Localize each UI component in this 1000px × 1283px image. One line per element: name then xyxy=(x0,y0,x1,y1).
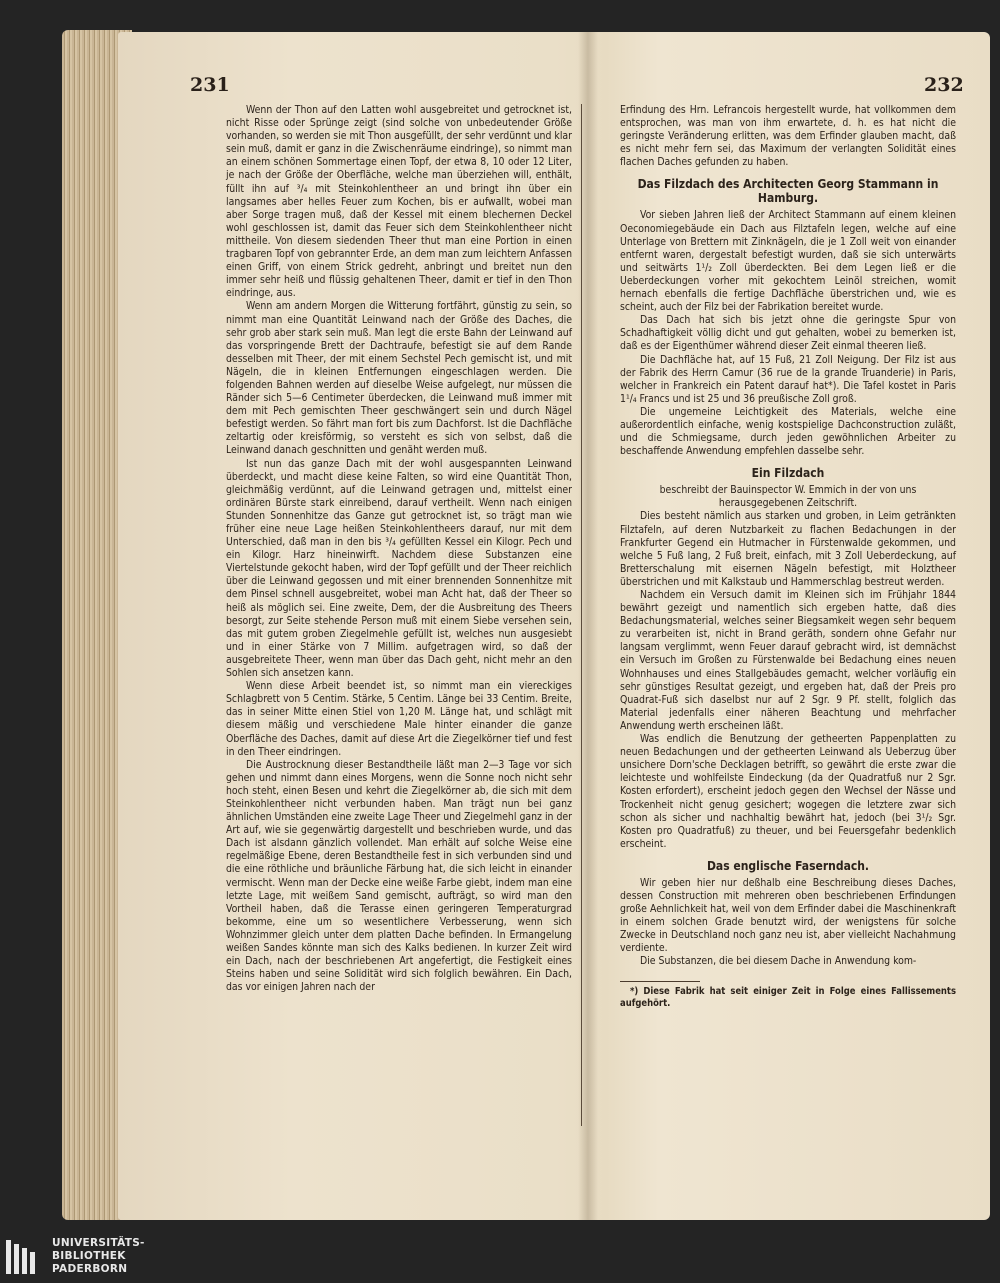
paragraph: Das Dach hat sich bis jetzt ohne die geringste Spur von Schadhaftigkeit völlig dicht und gut gehalten, wobei zu bemerken ist, daß es der Eigenthümer während dieser Zeit einmal theeren ließ. xyxy=(620,314,956,353)
paragraph: Wir geben hier nur deßhalb eine Beschreibung dieses Daches, dessen Construction mit mehreren oben beschriebenen Erfindungen große Aehnlichkeit hat, weil von dem Erfinder dabei die Maschinenkraft in einem solchen Grade benutzt wird, der wenigstens für solche Zwecke in Deutschland noch ganz neu ist, aber vielleicht Nachahmung verdiente. xyxy=(620,876,956,955)
logo-line: PADERBORN xyxy=(52,1263,128,1275)
paragraph: Erfindung des Hrn. Lefrancois hergestellt wurde, hat vollkommen dem entsprochen, was man von ihm erwartete, d. h. es hat nicht die geringste Veränderung erlitten, was dem Erfinder glauben macht, daß es nicht mehr fern sei, das Maximum der verlangten Solidität eines flachen Daches gefunden zu haben. xyxy=(620,104,956,169)
paragraph: Vor sieben Jahren ließ der Architect Stammann auf einem kleinen Oeconomiegebäude ein Dach aus Filztafeln legen, welche auf eine Unterlage von Brettern mit Zinknägeln, die je 1 Zoll weit von einander entfernt waren, dergestalt befestigt wurden, daß sie sich unterwärts und seitwärts 1¹/₂ Zoll überdeckten. Bei dem Legen ließ er die Ueberdeckungen vorher mit gekochtem Leinöl streichen, womit hernach ebenfalls die fertige Dachfläche überstrichen und, wie es scheint, auch der Filz bei der Fabrikation bereitet wurde. xyxy=(620,209,956,314)
library-logo xyxy=(4,1234,224,1280)
footnote-rule xyxy=(620,981,700,982)
paragraph: Wenn am andern Morgen die Witterung fortfährt, günstig zu sein, so nimmt man eine Quantität Leinwand nach der Größe des Daches, die sehr grob aber stark sein muß. Man legt die erste Bahn der Leinwand auf das vorspringende Brett der Dachtraufe, befestigt sie auf dem Rande desselben mit Theer, der mit einem Sechstel Pech gemischt ist, und mit Nägeln, die in kleinen Entfernungen eingeschlagen werden. Die folgenden Bahnen werden auf dieselbe Weise aufgelegt, nur müssen die Ränder sich 5—6 Centimeter überdecken, die Leinwand muß immer mit dem mit Pech gemischten Theer geschwängert sein und durch Nägel befestigt werden. So fährt man fort bis zum Dachforst. Ist die Dachfläche zeltartig oder kreisförmig, so versteht es sich von selbst, daß die Leinwand danach geschnitten und genäht werden muß. xyxy=(226,300,572,457)
paragraph: Was endlich die Benutzung der getheerten Pappenplatten zu neuen Bedachungen und der getheerten Leinwand als Ueberzug über unsichere Dorn'sche Decklagen betrifft, so gewährt die erste zwar die leichteste und wohlfeilste Eindeckung (da der Quadratfuß nur 2 Sgr. Kosten erfordert), erscheint jedoch gegen den Wechsel der Nässe und Trockenheit nicht genug gesichert; wogegen die letztere zwar sich schon als sicher und nachhaltig bewährt hat, jedoch (bei 3¹/₂ Sgr. Kosten pro Quadratfuß) zu theuer, und bei Feuersgefahr bedenklich erscheint. xyxy=(620,733,956,850)
logo-line: BIBLIOTHEK xyxy=(52,1250,126,1262)
library-logo-text xyxy=(52,1237,145,1276)
footnote: *) Diese Fabrik hat seit einiger Zeit in Folge eines Fallissements aufgehört. xyxy=(620,985,956,1009)
paragraph: Dies besteht nämlich aus starken und groben, in Leim getränkten Filztafeln, auf deren Nutzbarkeit zu flachen Bedachungen in der Frankfurter Gegend ein Hutmacher in Fürstenwalde gekommen, und welche 5 Fuß lang, 2 Fuß breit, einfach, mit 3 Zoll Ueberdeckung, auf Bretterschalung mit eisernen Nägeln befestigt, mit Holztheer überstrichen und mit Kalkstaub und Hammerschlag bestreut werden. xyxy=(620,510,956,588)
paragraph: Die ungemeine Leichtigkeit des Materials, welche eine außerordentlich einfache, wenig kostspielige Dachconstruction zuläßt, und die Schmiegsame, durch jeden gewöhnlichen Arbeiter zu beschaffende Anwendung empfehlen dasselbe sehr. xyxy=(620,405,956,458)
logo-line: UNIVERSITÄTS- xyxy=(52,1237,145,1249)
paragraph: Wenn diese Arbeit beendet ist, so nimmt man ein viereckiges Schlagbrett von 5 Centim. Stärke, 5 Centim. Länge bei 33 Centim. Breite, das in seiner Mitte einen Stiel von 1,20 M. Länge hat, und schlägt mit diesem mäßig und verschiedene Male hinter einander die ganze Oberfläche des Daches, damit auf diese Art die Ziegelkörner tief und fest in den Theer eindringen. xyxy=(226,680,572,758)
left-column xyxy=(226,104,572,994)
paragraph: Ist nun das ganze Dach mit der wohl ausgespannten Leinwand überdeckt, und macht diese keine Falten, so wird eine Quantität Thon, gleichmäßig verdünnt, auf die Leinwand getragen und, mittelst einer ordinären Bürste stark einreibend, darauf vertheilt. Wenn nach einigen Stunden Sonnenhitze das Ganze gut getrocknet ist, so trägt man wie früher eine neue Lage heißen Steinkohlentheers darauf, nur mit dem Unterschied, daß man in den bis ³/₄ gefüllten Kessel ein Kilogr. Pech und ein Kilogr. Harz hineinwirft. Nachdem diese Substanzen eine Viertelstunde gekocht haben, wird der Topf gefüllt und der Theer reichlich über die Leinwand gegossen und mit einer brennenden Sonnenhitze mit dem Pinsel schnell ausgebreitet, wobei man Acht hat, daß der Theer so heiß als möglich sei. Eine zweite, Dem, der die Ausbreitung des Theers besorgt, zur Seite stehende Person muß mit einem Siebe versehen sein, das mit gutem groben Ziegelmehle gefüllt ist, welches nun ausgesiebt und in einer Stärke von 7 Millim. aufgetragen wird, so daß der ausgebreitete Theer, wenn man über das Dach geht, nicht mehr an den Sohlen sich ansetzen kann. xyxy=(226,457,572,680)
paragraph: Die Substanzen, die bei diesem Dache in Anwendung kom- xyxy=(640,955,917,968)
column-rule xyxy=(581,104,582,1126)
university-library-logo-icon xyxy=(4,1238,42,1276)
page-number-right: 232 xyxy=(924,74,964,96)
paragraph: Wenn der Thon auf den Latten wohl ausgebreitet und getrocknet ist, nicht Risse oder Sprünge zeigt (sind solche von unbedeutender Größe vorhanden, so werden sie mit Thon ausgefüllt, der sehr verdünnt und klar sein muß, damit er ganz in die Zwischenräume eindringe), so nimmt man an einem schönen Sommertage einen Topf, der etwa 8, 10 oder 12 Liter, je nach der Größe der Oberfläche, welche man überziehen will, enthält, füllt ihn auf ³/₄ mit Steinkohlentheer an und bringt ihn über ein langsames aber helles Feuer zum Kochen, bis er aufwallt, wobei man aber Sorge tragen muß, daß der Kessel mit einem blechernen Deckel wohl geschlossen ist, damit das Feuer sich dem Steinkohlentheer nicht mittheile. Von diesem siedenden Theer thut man eine Portion in einen tragbaren Topf von gebrannter Erde, an dem man zum leichtern Anfassen einen Griff, von einem Strick gedreht, anbringt und breitet nun den immer sehr heiß und flüssig gehaltenen Theer, damit er tief in den Thon eindringe, aus. xyxy=(226,104,572,300)
section-heading: Ein Filzdach xyxy=(751,466,825,481)
paragraph: Nachdem ein Versuch damit im Kleinen sich im Frühjahr 1844 bewährt gezeigt und namentlich sich ergeben hatte, daß dies Bedachungsmaterial, welches seiner Biegsamkeit wegen sehr bequem zu verarbeiten ist, nicht in Brand geräth, sondern ohne Gefahr nur langsam verglimmt, wenn Feuer darauf gebracht wird, ist demnächst ein Versuch im Großen zu Fürstenwalde bei Bedachung eines neuen Wohnhauses und eines Stallgebäudes gemacht, welcher vorläufig ein sehr günstiges Resultat gezeigt, und ergeben hat, daß der Preis pro Quadrat-Fuß sich daselbst nur auf 2 Sgr. 9 Pf. stellt, folglich das Material jedenfalls einer näheren Beachtung und mehrfacher Anwendung werth erscheinen läßt. xyxy=(620,589,956,732)
page-number-left: 231 xyxy=(190,74,230,96)
right-column xyxy=(620,104,956,1010)
section-subline: beschreibt der Bauinspector W. Emmich in der von uns herausgegebenen Zeitschrift. xyxy=(659,484,917,510)
paragraph: Die Austrocknung dieser Bestandtheile läßt man 2—3 Tage vor sich gehen und nimmt dann eines Morgens, wenn die Sonne noch nicht sehr hoch steht, einen Besen und kehrt die Ziegelkörner ab, die sich mit dem Steinkohlentheer nicht verbunden haben. Man trägt nun bei ganz ähnlichen Umständen eine zweite Lage Theer und Ziegelmehl ganz in der Art auf, wie sie gegenwärtig dargestellt und beschrieben wurde, und das Dach ist alsdann gänzlich vollendet. Man erhält auf solche Weise eine regelmäßige Ebene, deren Bestandtheile fest in sich verbunden sind und die eine röthliche und bräunliche Färbung hat, die sich leicht in einander vermischt. Wenn man der Decke eine weiße Farbe giebt, indem man eine letzte Lage, mit weißem Sand gemischt, aufträgt, so wird man den Vortheil haben, daß die Terasse einen geringeren Temperaturgrad bekomme, eine um so wesentlichere Verbesserung, wenn sich Wohnzimmer gleich unter dem platten Dache befinden. In Ermangelung weißen Sandes könnte man sich des Kalks bedienen. In kurzer Zeit wird ein Dach, nach der beschriebenen Art angefertigt, die Festigkeit eines Steins haben und seine Solidität wird sich folglich bewähren. Ein Dach, das vor einigen Jahren nach der xyxy=(226,758,572,994)
section-heading: Das Filzdach des Architecten Georg Stammann in Hamburg. xyxy=(637,177,939,206)
paragraph: Die Dachfläche hat, auf 15 Fuß, 21 Zoll Neigung. Der Filz ist aus der Fabrik des Herrn Camur (36 rue de la grande Truanderie) in Paris, welcher in Frankreich ein Patent darauf hat*). Die Tafel kostet in Paris 1¹/₄ Francs und ist 25 und 36 preußische Zoll groß. xyxy=(620,353,956,405)
section-heading: Das englische Faserndach. xyxy=(706,858,870,873)
